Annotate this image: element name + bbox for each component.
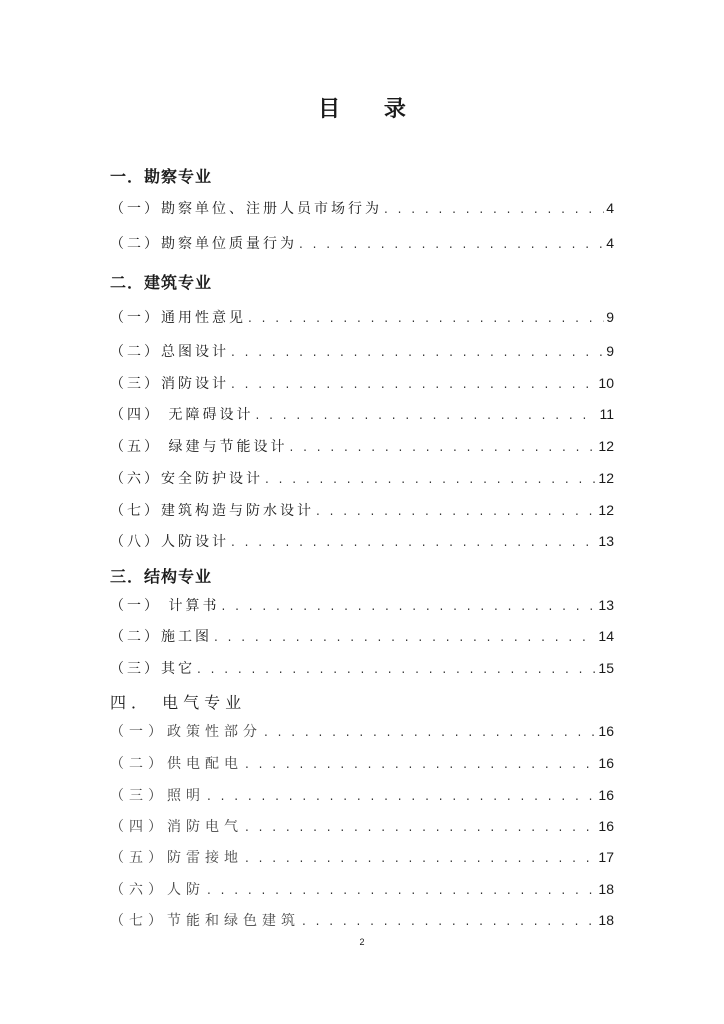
toc-entry-label: （五）防雷接地 [110, 850, 243, 866]
dot-leader [231, 535, 596, 549]
dot-leader [197, 662, 596, 676]
dot-leader [316, 504, 596, 518]
dot-leader [231, 345, 604, 359]
toc-entry-page: 16 [598, 787, 614, 803]
toc-entry-page: 9 [606, 309, 614, 325]
toc-entry[interactable] [110, 500, 614, 522]
dot-leader [245, 851, 596, 865]
dot-leader [265, 472, 596, 486]
section-heading-structure: 三．结构专业 [110, 567, 213, 586]
toc-entry-label: （三）照明 [110, 788, 205, 804]
toc-entry-label: （七）建筑构造与防水设计 [110, 503, 314, 519]
toc-entry-label: （三）其它 [110, 661, 195, 677]
toc-entry-page: 12 [598, 470, 614, 486]
toc-entry-page: 9 [606, 343, 614, 359]
toc-title: 目 录 [318, 97, 424, 122]
toc-entry-label: （四） 无障碍设计 [110, 407, 254, 423]
toc-entry[interactable] [110, 626, 614, 648]
toc-entry[interactable] [110, 436, 614, 458]
toc-entry[interactable] [110, 785, 614, 807]
dot-leader [248, 311, 604, 325]
page-number: 2 [359, 937, 365, 947]
toc-entry[interactable] [110, 910, 614, 932]
dot-leader [245, 757, 596, 771]
toc-entry[interactable] [110, 198, 614, 220]
toc-entry-label: （六）安全防护设计 [110, 471, 263, 487]
toc-entry-page: 4 [606, 200, 614, 216]
toc-entry-page: 18 [598, 881, 614, 897]
toc-entry-label: （二）供电配电 [110, 756, 243, 772]
toc-entry-label: （五） 绿建与节能设计 [110, 439, 288, 455]
toc-entry[interactable] [110, 373, 614, 395]
toc-entry-page: 16 [598, 818, 614, 834]
toc-entry-page: 14 [598, 628, 614, 644]
toc-entry-page: 11 [599, 406, 614, 422]
dot-leader [384, 202, 604, 216]
toc-entry-page: 17 [598, 849, 614, 865]
dot-leader [207, 789, 596, 803]
toc-entry-label: （八）人防设计 [110, 534, 229, 550]
toc-entry[interactable] [110, 307, 614, 329]
toc-entry-label: （二）总图设计 [110, 344, 229, 360]
dot-leader [264, 725, 596, 739]
toc-entry[interactable] [110, 721, 614, 743]
toc-entry-page: 12 [598, 502, 614, 518]
toc-entry-page: 16 [598, 723, 614, 739]
toc-entry-page: 4 [606, 235, 614, 251]
section-heading-electrical: 四． 电气专业 [110, 693, 247, 712]
toc-entry[interactable] [110, 468, 614, 490]
dot-leader [245, 820, 596, 834]
toc-entry-page: 13 [598, 533, 614, 549]
toc-entry[interactable] [110, 595, 614, 617]
dot-leader [289, 440, 596, 454]
toc-entry[interactable] [110, 341, 614, 363]
toc-entry-page: 15 [598, 660, 614, 676]
toc-entry[interactable] [110, 233, 614, 255]
section-heading-survey: 一．勘察专业 [110, 167, 213, 186]
toc-entry[interactable] [110, 753, 614, 775]
toc-entry-label: （一）勘察单位、注册人员市场行为 [110, 201, 382, 217]
toc-entry-label: （一） 计算书 [110, 598, 220, 614]
dot-leader [302, 914, 596, 928]
toc-entry[interactable] [110, 879, 614, 901]
section-heading-architecture: 二．建筑专业 [110, 273, 213, 292]
toc-entry-label: （四）消防电气 [110, 819, 243, 835]
dot-leader [214, 630, 596, 644]
dot-leader [207, 883, 596, 897]
toc-entry[interactable] [110, 404, 614, 426]
toc-entry[interactable] [110, 658, 614, 680]
toc-entry-label: （一）通用性意见 [110, 310, 246, 326]
dot-leader [255, 408, 597, 422]
toc-entry-label: （一）政策性部分 [110, 724, 262, 740]
dot-leader [299, 237, 604, 251]
toc-entry-page: 13 [598, 597, 614, 613]
toc-entry-label: （二）施工图 [110, 629, 212, 645]
toc-entry-label: （七）节能和绿色建筑 [110, 913, 300, 929]
toc-entry-page: 16 [598, 755, 614, 771]
toc-entry-label: （六）人防 [110, 882, 205, 898]
toc-entry-page: 12 [598, 438, 614, 454]
dot-leader [221, 599, 596, 613]
toc-entry[interactable] [110, 531, 614, 553]
toc-entry[interactable] [110, 847, 614, 869]
toc-entry[interactable] [110, 816, 614, 838]
dot-leader [231, 377, 596, 391]
toc-entry-label: （三）消防设计 [110, 376, 229, 392]
toc-entry-label: （二）勘察单位质量行为 [110, 236, 297, 252]
toc-entry-page: 18 [598, 912, 614, 928]
toc-entry-page: 10 [598, 375, 614, 391]
